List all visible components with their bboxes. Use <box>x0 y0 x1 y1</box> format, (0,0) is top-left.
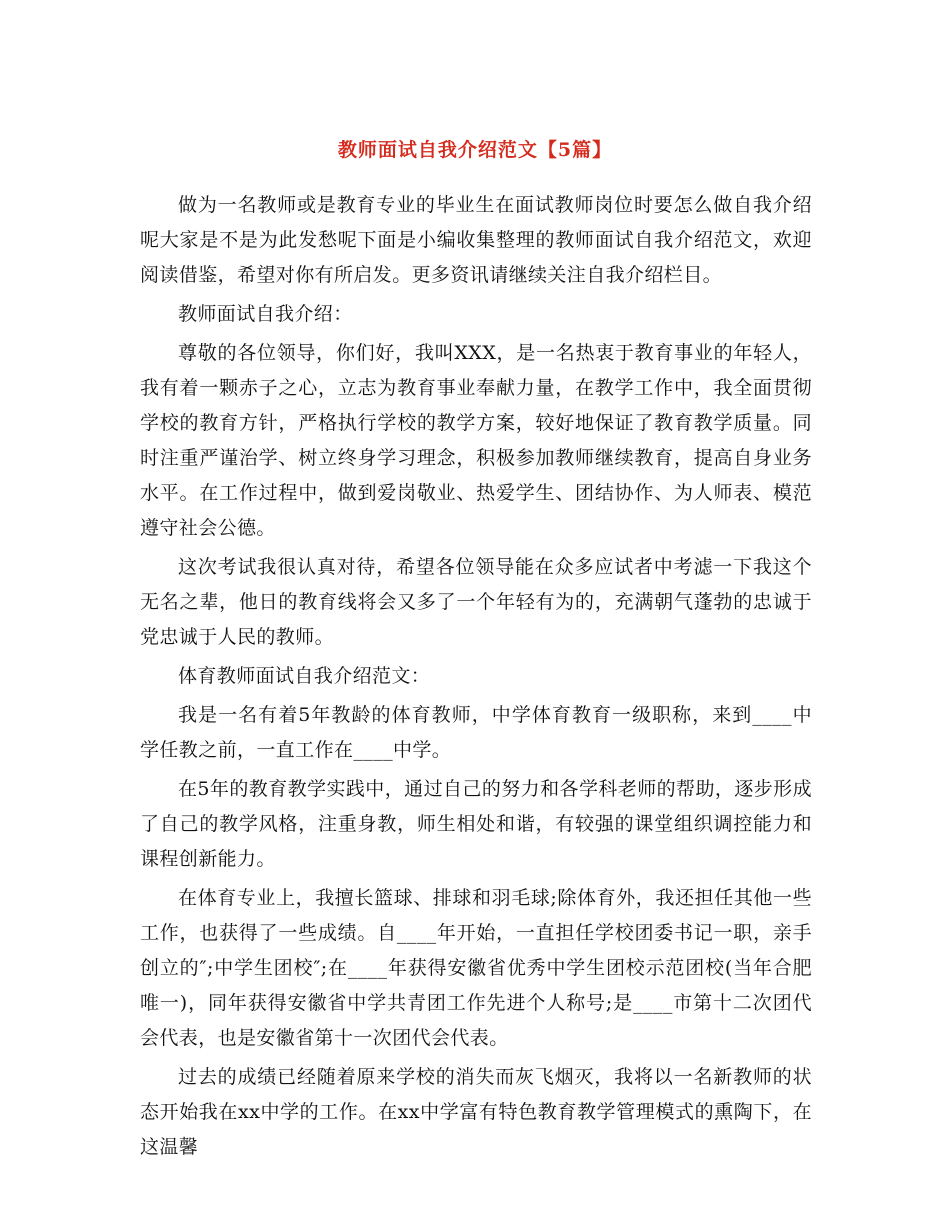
body-paragraph: 尊敬的各位领导，你们好，我叫XXX，是一名热衷于教育事业的年轻人，我有着一颗赤子之心，立志为教育事业奉献力量，在教学工作中，我全面贯彻学校的教育方针，严格执行学校的教学方案，较好地保证了教育教学质量。同时注重严谨治学、树立终身学习理念，积极参加教师继续教育，提高自身业务水平。在工作过程中，做到爱岗敬业、热爱学生、团结协作、为人师表、模范遵守社会公德。 <box>140 342 812 539</box>
body-paragraph: 这次考试我很认真对待，希望各位领导能在众多应试者中考滤一下我这个无名之辈，他日的教育线将会又多了一个年轻有为的，充满朝气蓬勃的忠诚于党忠诚于人民的教师。 <box>140 556 812 648</box>
body-paragraph: 过去的成绩已经随着原来学校的消失而灰飞烟灭，我将以一名新教师的状态开始我在xx中学的工作。在xx中学富有特色教育教学管理模式的熏陶下，在这温馨 <box>140 1066 812 1158</box>
body-paragraph: 我是一名有着5年教龄的体育教师，中学体育教育一级职称，来到____中学任教之前，一直工作在____中学。 <box>140 704 812 761</box>
intro-paragraph: 做为一名教师或是教育专业的毕业生在面试教师岗位时要怎么做自我介绍呢大家是不是为此发愁呢下面是小编收集整理的教师面试自我介绍范文，欢迎阅读借鉴，希望对你有所启发。更多资讯请继续关注自我介绍栏目。 <box>140 194 812 286</box>
section-heading-teacher-intro: 教师面试自我介绍： <box>178 303 353 325</box>
section-heading-pe-teacher-intro: 体育教师面试自我介绍范文： <box>178 665 431 687</box>
body-paragraph: 在5年的教育教学实践中，通过自己的努力和各学科老师的帮助，逐步形成了自己的教学风格，注重身教，师生相处和谐，有较强的课堂组织调控能力和课程创新能力。 <box>140 778 812 870</box>
body-paragraph: 在体育专业上，我擅长篮球、排球和羽毛球;除体育外，我还担任其他一些工作，也获得了一些成绩。自____年开始，一直担任学校团委书记一职，亲手创立的″;中学生团校″;在____年获得安徽省优秀中学生团校示范团校(当年合肥唯一)，同年获得安徽省中学共青团工作先进个人称号;是____市第十二次团代会代表，也是安徽省第十一次团代会代表。 <box>140 887 812 1049</box>
document-body <box>140 188 812 1169</box>
document-title: 教师面试自我介绍范文【5篇】 <box>337 138 613 161</box>
